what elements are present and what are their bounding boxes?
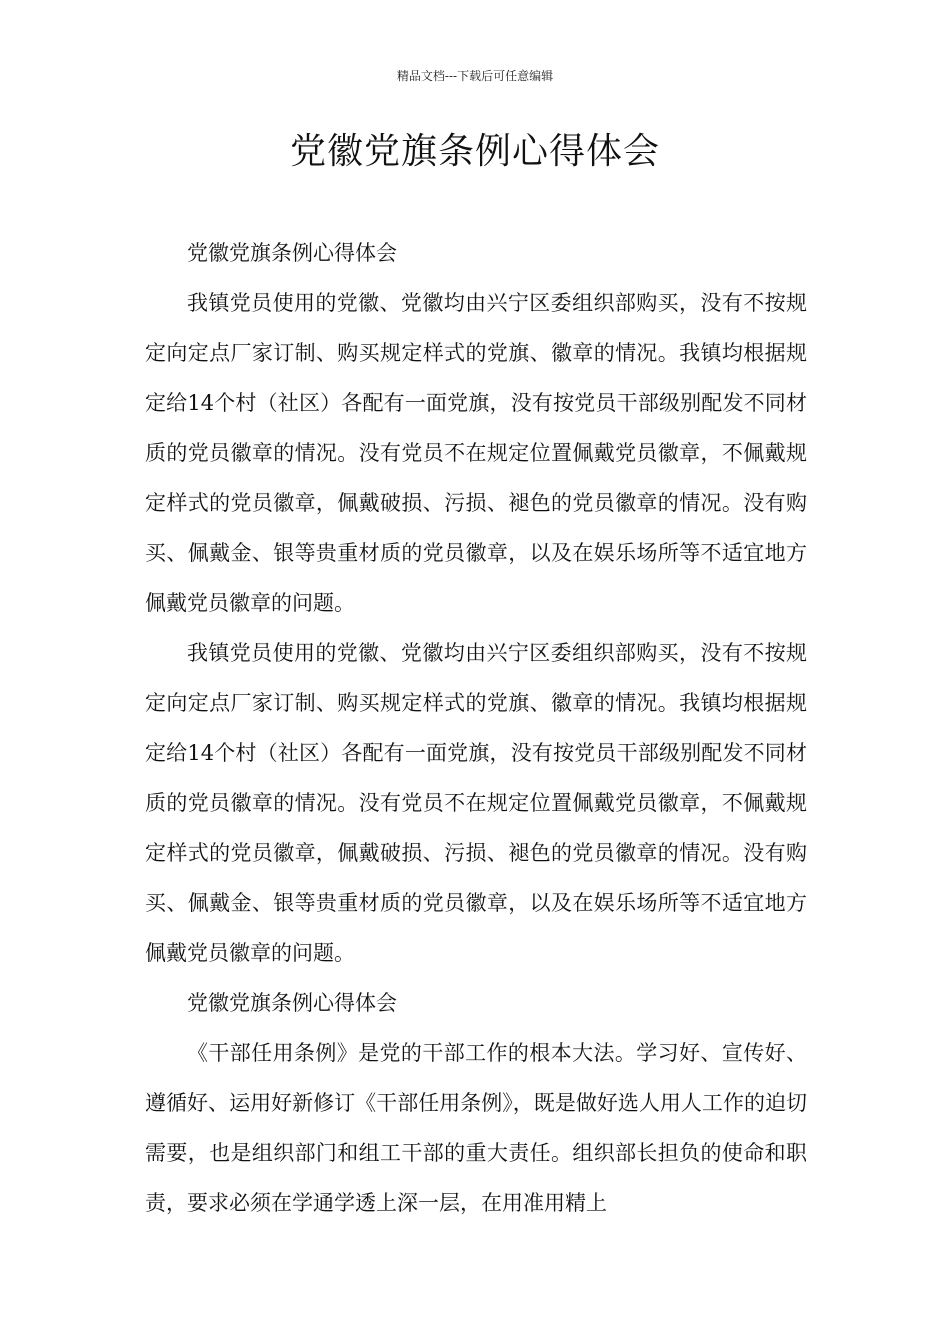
- paragraph-3: 《干部任用条例》是党的干部工作的根本大法。学习好、宣传好、遵循好、运用好新修订《干部任用条例》，既是做好选人用人工作的迫切需要，也是组织部门和组工干部的重大责任。组织部长担负的使命和职责，要求必须在学通学透上深一层，在用准用精上: [145, 1041, 807, 1215]
- paragraph-subtitle-1: 党徽党旗条例心得体会: [187, 241, 397, 265]
- paragraph-1: 我镇党员使用的党徽、党徽均由兴宁区委组织部购买，没有不按规定向定点厂家订制、购买规定样式的党旗、徽章的情况。我镇均根据规定给14个村（社区）各配有一面党旗，没有按党员干部级别配发不同材质的党员徽章的情况。没有党员不在规定位置佩戴党员徽章，不佩戴规定样式的党员徽章，佩戴破损、污损、褪色的党员徽章的情况。没有购买、佩戴金、银等贵重材质的党员徽章，以及在娱乐场所等不适宜地方佩戴党员徽章的问题。: [145, 291, 807, 615]
- header-note: 精品文档---下载后可任意编辑: [396, 69, 554, 83]
- document-body: [145, 228, 807, 1228]
- document-title: 党徽党旗条例心得体会: [289, 131, 660, 172]
- paragraph-2: 我镇党员使用的党徽、党徽均由兴宁区委组织部购买，没有不按规定向定点厂家订制、购买规定样式的党旗、徽章的情况。我镇均根据规定给14个村（社区）各配有一面党旗，没有按党员干部级别配发不同材质的党员徽章的情况。没有党员不在规定位置佩戴党员徽章，不佩戴规定样式的党员徽章，佩戴破损、污损、褪色的党员徽章的情况。没有购买、佩戴金、银等贵重材质的党员徽章，以及在娱乐场所等不适宜地方佩戴党员徽章的问题。: [145, 641, 807, 965]
- paragraph-subtitle-2: 党徽党旗条例心得体会: [187, 991, 397, 1015]
